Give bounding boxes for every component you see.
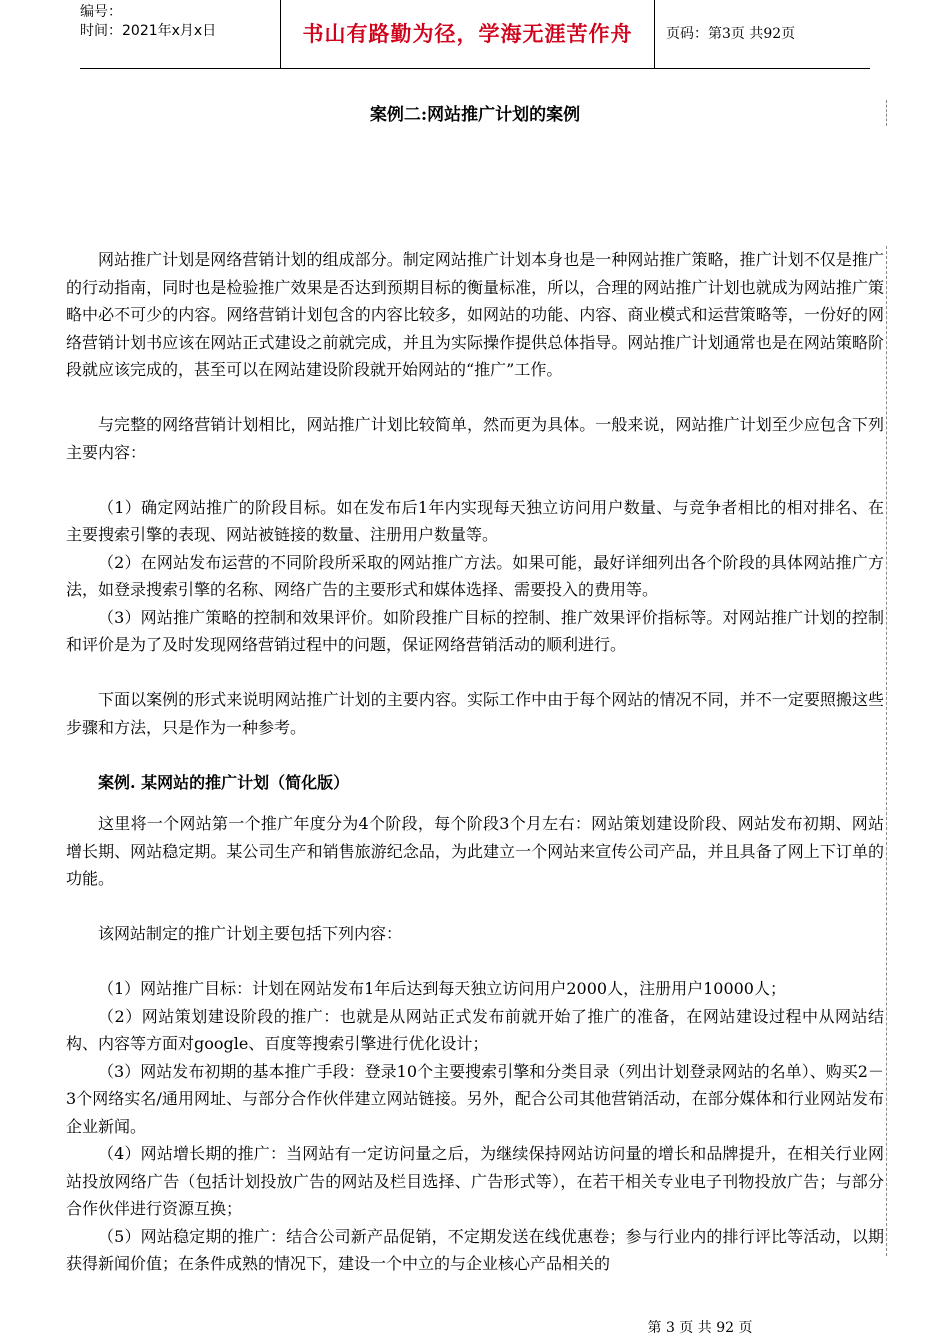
paragraph: 下面以案例的形式来说明网站推广计划的主要内容。实际工作中由于每个网站的情况不同，并不一定要照搬这些步骤和方法，只是作为一种参考。 — [66, 690, 884, 737]
header-page-info: 页码：第3页 共92页 — [666, 26, 796, 42]
list-item: （3）网站发布初期的基本推广手段：登录10个主要搜索引擎和分类目录（列出计划登录网站的名单）、购买2－3个网络实名/通用网址、与部分合作伙伴建立网站链接。另外，配合公司其他营销活动，在部分媒体和行业网站发布企业新闻。 — [66, 1061, 884, 1136]
document-body — [66, 246, 884, 1278]
list-item: （2）在网站发布运营的不同阶段所采取的网站推广方法。如果可能，最好详细列出各个阶段的具体网站推广方法，如登录搜索引擎的名称、网络广告的主要形式和媒体选择、需要投入的费用等。 — [66, 552, 884, 599]
list-item: （2）网站策划建设阶段的推广：也就是从网站正式发布前就开始了推广的准备，在网站建设过程中从网站结构、内容等方面对google、百度等搜索引擎进行优化设计； — [66, 1006, 884, 1053]
page-edge-marker — [886, 100, 887, 126]
document-title: 案例二:网站推广计划的案例 — [369, 105, 581, 125]
paragraph: 这里将一个网站第一个推广年度分为4个阶段，每个阶段3个月左右：网站策划建设阶段、网站发布初期、网站增长期、网站稳定期。某公司生产和销售旅游纪念品，为此建立一个网站来宣传公司产品，并且具备了网上下订单的功能。 — [66, 814, 884, 888]
paragraph: 网站推广计划是网络营销计划的组成部分。制定网站推广计划本身也是一种网站推广策略，推广计划不仅是推广的行动指南，同时也是检验推广效果是否达到预期目标的衡量标准，所以，合理的网站推广计划也就成为网站推广策略中必不可少的内容。网络营销计划包含的内容比较多，如网站的功能、内容、商业模式和运营策略等，一份好的网络营销计划书应该在网站正式建设之前就完成，并且为实际操作提供总体指导。网站推广计划通常也是在网站策略阶段就应该完成的，甚至可以在网站建设阶段就开始网站的“推广”工作。 — [66, 250, 884, 379]
page-edge-marker — [886, 246, 887, 1256]
list-item: （5）网站稳定期的推广：结合公司新产品促销，不定期发送在线优惠卷；参与行业内的排行评比等活动，以期获得新闻价值；在条件成熟的情况下，建设一个中立的与企业核心产品相关的 — [66, 1226, 884, 1273]
list-item: （1）确定网站推广的阶段目标。如在发布后1年内实现每天独立访问用户数量、与竞争者相比的相对排名、在主要搜索引擎的表现、网站被链接的数量、注册用户数量等。 — [66, 497, 884, 544]
header-meta — [80, 0, 280, 68]
list-item: （1）网站推广目标：计划在网站发布1年后达到每天独立访问用户2000人，注册用户10000人； — [98, 979, 786, 998]
list-item: （3）网站推广策略的控制和效果评价。如阶段推广目标的控制、推广效果评价指标等。对网站推广计划的控制和评价是为了及时发现网络营销过程中的问题，保证网络营销活动的顺利进行。 — [66, 607, 884, 654]
page-header — [80, 0, 870, 69]
header-motto: 书山有路勤为径，学海无涯苦作舟 — [280, 0, 655, 68]
page-footer: 第 3 页 共 92 页 — [647, 1320, 753, 1336]
paragraph: 该网站制定的推广计划主要包括下列内容： — [98, 924, 403, 943]
document-date: 时间：2021年x月x日 — [80, 23, 217, 39]
case-heading: 案例. 某网站的推广计划（简化版） — [98, 772, 350, 792]
paragraph: 与完整的网络营销计划相比，网站推广计划比较简单，然而更为具体。一般来说，网站推广计划至少应包含下列主要内容： — [66, 415, 884, 462]
document-number-label: 编号： — [80, 4, 122, 20]
list-item: （4）网站增长期的推广：当网站有一定访问量之后，为继续保持网站访问量的增长和品牌提升，在相关行业网站投放网络广告（包括计划投放广告的网站及栏目选择、广告形式等），在若干相关专业电子刊物投放广告；与部分合作伙伴进行资源互换； — [66, 1144, 884, 1218]
